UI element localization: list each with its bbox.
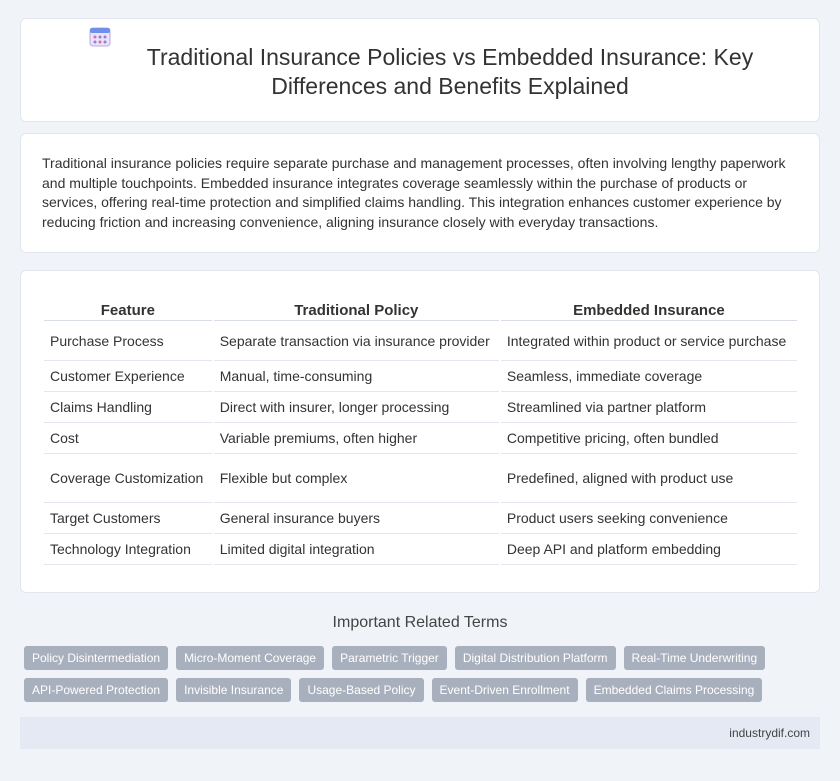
term-tag[interactable]: Parametric Trigger	[332, 646, 447, 670]
comparison-table	[42, 295, 799, 565]
header-feature: Feature	[44, 295, 212, 321]
footer-site-link[interactable]: industrydif.com	[729, 726, 810, 740]
feature-cell: Cost	[44, 423, 212, 454]
related-terms-title: Important Related Terms	[332, 614, 508, 631]
footer	[20, 717, 820, 749]
term-tag[interactable]: Digital Distribution Platform	[455, 646, 616, 670]
related-terms-list	[24, 646, 784, 710]
intro-paragraph: Traditional insurance policies require separate purchase and management processes, often involving lengthy paperwork and multiple touchpoints. Embedded insurance integrates coverage seamlessly within the purchase of products or services, offering real-time protection and simplified claims handling. This integration enhances customer experience by reducing friction and increasing convenience, aligning insurance closely with everyday transactions.	[42, 155, 786, 230]
table-row	[44, 503, 797, 534]
table-row	[44, 321, 797, 361]
embedded-cell: Deep API and platform embedding	[501, 534, 797, 565]
table-row	[44, 423, 797, 454]
embedded-cell: Integrated within product or service purchase	[501, 321, 797, 361]
table-row	[44, 534, 797, 565]
table-row	[44, 361, 797, 392]
term-tag[interactable]: Real-Time Underwriting	[624, 646, 766, 670]
embedded-cell: Competitive pricing, often bundled	[501, 423, 797, 454]
table-header-row	[44, 295, 797, 321]
feature-cell: Technology Integration	[44, 534, 212, 565]
traditional-cell: General insurance buyers	[214, 503, 499, 534]
embedded-cell: Predefined, aligned with product use	[501, 454, 797, 503]
term-tag[interactable]: Invisible Insurance	[176, 678, 291, 702]
traditional-cell: Manual, time-consuming	[214, 361, 499, 392]
term-tag[interactable]: Micro-Moment Coverage	[176, 646, 324, 670]
table-row	[44, 392, 797, 423]
feature-cell: Customer Experience	[44, 361, 212, 392]
page-title: Traditional Insurance Policies vs Embedded Insurance: Key Differences and Benefits Explained	[146, 44, 754, 99]
traditional-cell: Direct with insurer, longer processing	[214, 392, 499, 423]
term-tag[interactable]: Event-Driven Enrollment	[432, 678, 578, 702]
feature-cell: Coverage Customization	[44, 454, 212, 503]
header-embedded: Embedded Insurance	[501, 295, 797, 321]
feature-cell: Target Customers	[44, 503, 212, 534]
traditional-cell: Separate transaction via insurance provider	[214, 321, 499, 361]
header-traditional: Traditional Policy	[214, 295, 499, 321]
feature-cell: Claims Handling	[44, 392, 212, 423]
traditional-cell: Limited digital integration	[214, 534, 499, 565]
intro-card	[20, 133, 820, 253]
comparison-card	[20, 270, 820, 593]
term-tag[interactable]: API-Powered Protection	[24, 678, 168, 702]
embedded-cell: Streamlined via partner platform	[501, 392, 797, 423]
term-tag[interactable]: Embedded Claims Processing	[586, 678, 763, 702]
term-tag[interactable]: Policy Disintermediation	[24, 646, 168, 670]
feature-cell: Purchase Process	[44, 321, 212, 361]
traditional-cell: Variable premiums, often higher	[214, 423, 499, 454]
traditional-cell: Flexible but complex	[214, 454, 499, 503]
table-row	[44, 454, 797, 503]
embedded-cell: Product users seeking convenience	[501, 503, 797, 534]
title-card	[20, 18, 820, 122]
embedded-cell: Seamless, immediate coverage	[501, 361, 797, 392]
term-tag[interactable]: Usage-Based Policy	[299, 678, 423, 702]
